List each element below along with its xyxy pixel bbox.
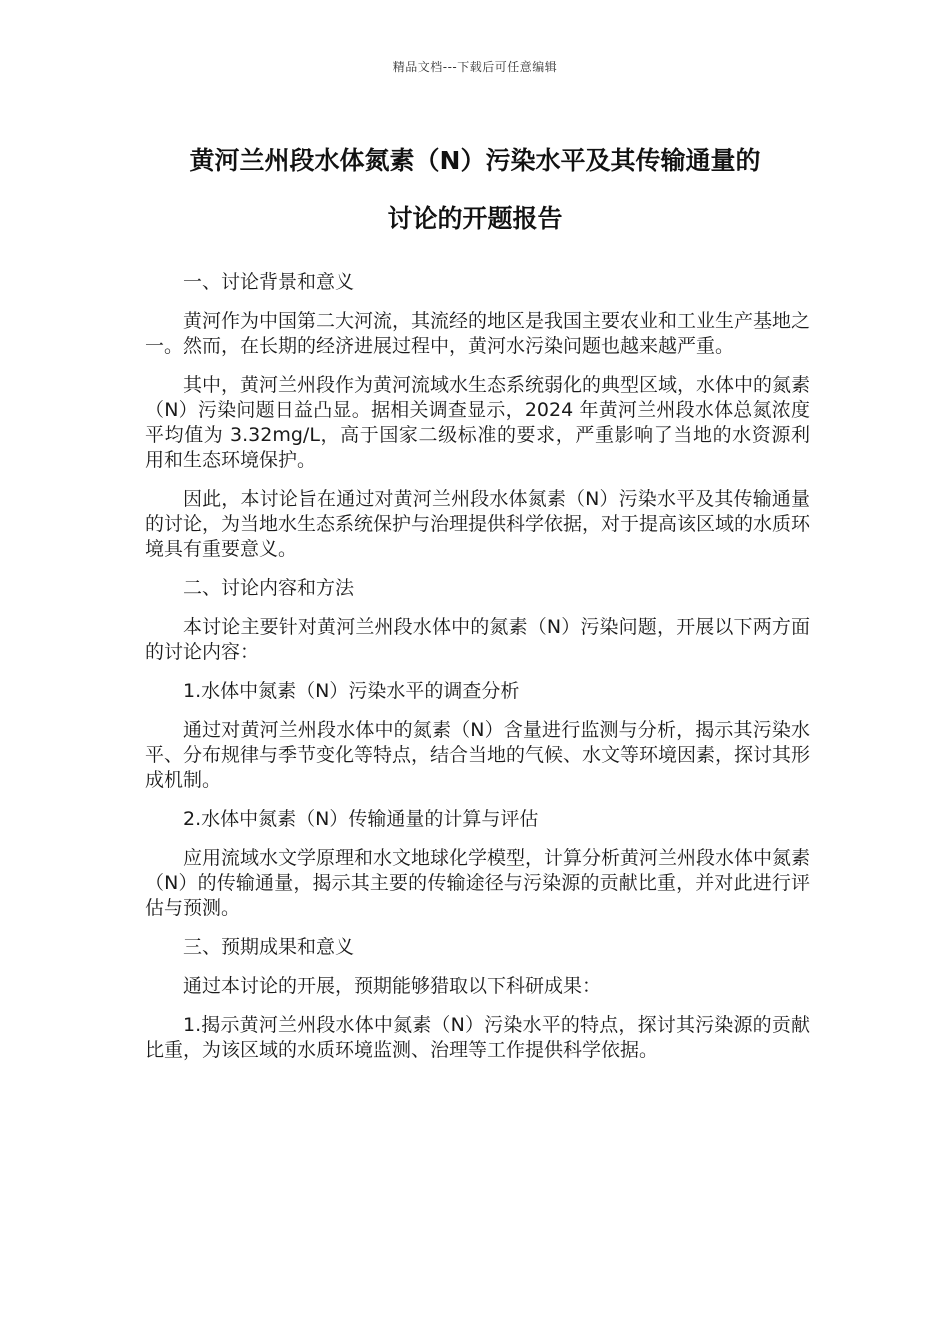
section-2-heading: 二、讨论内容和方法 [183, 577, 355, 599]
section-2-item-2-body: 应用流域水文学原理和水文地球化学模型，计算分析黄河兰州段水体中氮素（N）的传输通量，揭示其主要的传输途径与污染源的贡献比重，并对此进行评估与预测。 [145, 847, 811, 919]
section-1-paragraph-3: 因此，本讨论旨在通过对黄河兰州段水体氮素（N）污染水平及其传输通量的讨论，为当地水生态系统保护与治理提供科学依据，对于提高该区域的水质环境具有重要意义。 [145, 488, 811, 560]
section-2-item-1-heading: 1.水体中氮素（N）污染水平的调查分析 [183, 680, 520, 702]
section-2-item-2-heading: 2.水体中氮素（N）传输通量的计算与评估 [183, 808, 539, 830]
section-2-item-1-body: 通过对黄河兰州段水体中的氮素（N）含量进行监测与分析，揭示其污染水平、分布规律与季节变化等特点，结合当地的气候、水文等环境因素，探讨其形成机制。 [145, 719, 811, 791]
section-2-paragraph-1: 本讨论主要针对黄河兰州段水体中的氮素（N）污染问题，开展以下两方面的讨论内容： [145, 616, 810, 663]
document-title [130, 132, 820, 248]
section-3-paragraph-1: 通过本讨论的开展，预期能够猎取以下科研成果： [183, 975, 602, 997]
title-line-1: 黄河兰州段水体氮素（N）污染水平及其传输通量的 [189, 146, 761, 175]
title-line-2: 讨论的开题报告 [387, 204, 563, 233]
header-note: 精品文档---下载后可任意编辑 [392, 60, 558, 74]
section-1-paragraph-1: 黄河作为中国第二大河流，其流经的地区是我国主要农业和工业生产基地之一。然而，在长期的经济进展过程中，黄河水污染问题也越来越严重。 [145, 310, 811, 357]
section-3-heading: 三、预期成果和意义 [183, 936, 355, 958]
section-1-paragraph-2: 其中，黄河兰州段作为黄河流域水生态系统弱化的典型区域，水体中的氮素（N）污染问题日益凸显。据相关调查显示，2024 年黄河兰州段水体总氮浓度平均值为 3.32mg/L，高于国家二级标准的要求，严重影响了当地的水资源利用和生态环境保护。 [145, 374, 811, 471]
section-3-item-1: 1.揭示黄河兰州段水体中氮素（N）污染水平的特点，探讨其污染源的贡献比重，为该区域的水质环境监测、治理等工作提供科学依据。 [145, 1014, 810, 1061]
section-1-heading: 一、讨论背景和意义 [183, 271, 355, 293]
document-body [145, 270, 810, 1077]
